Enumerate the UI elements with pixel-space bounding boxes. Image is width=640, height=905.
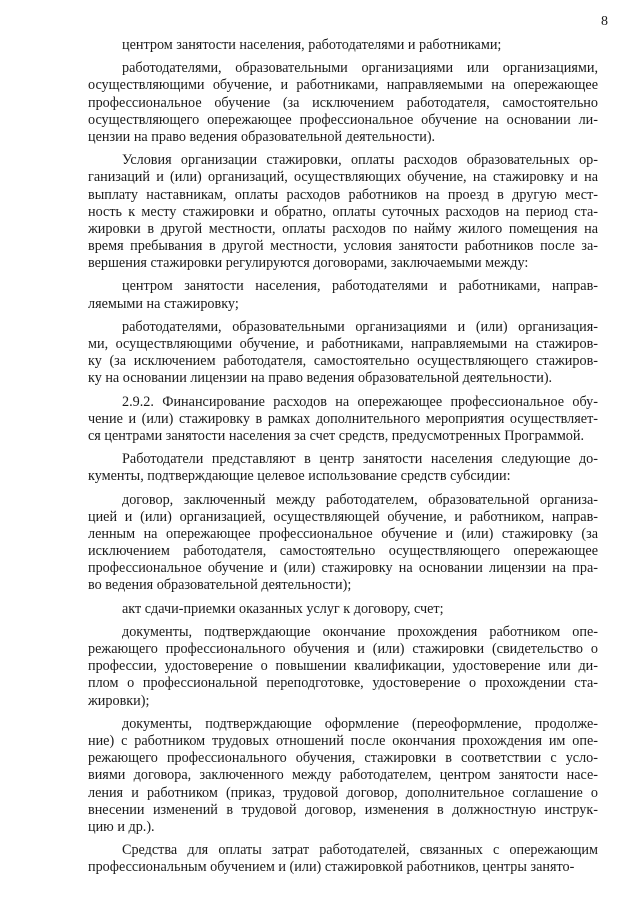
text-line: внесении изменений в трудовой договор, изменения в должностную инструк- xyxy=(88,801,598,818)
text-line: жировки в другой местности, оплаты расходов по найму жилого помещения на xyxy=(88,220,598,237)
text-line: Средства для оплаты затрат работодателей, связанных с опережающим xyxy=(122,842,598,859)
text-line: ку на основании лицензии на право ведения образовательной деятельности). xyxy=(88,370,553,387)
text-line: ганизаций и (или) организаций, осуществляющих обучение, на стажировку и на xyxy=(88,169,598,186)
text-line: чение и (или) стажировку в рамках дополнительного мероприятия осуществляет- xyxy=(88,410,598,427)
text-line: осуществляющего опережающее профессиональное обучение на основании ли- xyxy=(88,111,598,128)
text-line: кументы, подтверждающие целевое использование средств субсидии: xyxy=(88,468,511,485)
text-line: работодателями, образовательными организациями и (или) организация- xyxy=(122,318,598,335)
text-line: осуществляющими обучение, и работниками, направляемыми на опережающее xyxy=(88,77,598,94)
text-line: договор, заключенный между работодателем, образовательной организа- xyxy=(122,491,598,508)
text-line: 2.9.2. Финансирование расходов на опережающее профессиональное обу- xyxy=(122,393,598,410)
text-line: время пребывания в другой местности, условия занятости работников после за- xyxy=(88,238,598,255)
text-line: во ведения образовательной деятельности); xyxy=(88,577,352,594)
document-body xyxy=(88,37,598,876)
text-line: жировки); xyxy=(88,692,150,709)
text-line: ние) с работником трудовых отношений после окончания прохождения им опе- xyxy=(88,732,598,749)
text-line: плом о профессиональной переподготовке, удостоверение о прохождении ста- xyxy=(88,675,598,692)
text-line: профессиональным обучением и (или) стажировкой работников, центры занято- xyxy=(88,859,575,876)
paragraph xyxy=(88,451,598,485)
text-line: цензии на право ведения образовательной деятельности). xyxy=(88,128,436,145)
text-line: ность к месту стажировки и обратно, оплаты суточных расходов на период ста- xyxy=(88,203,598,220)
text-line: Условия организации стажировки, оплаты расходов образовательных ор- xyxy=(122,152,598,169)
text-line: акт сдачи-приемки оказанных услуг к договору, счет; xyxy=(122,600,444,617)
page-number: 8 xyxy=(601,14,608,29)
text-line: цию и др.). xyxy=(88,818,155,835)
paragraph xyxy=(88,716,598,836)
text-line: профессии, удостоверение о повышении квалификации, удостоверение или ди- xyxy=(88,658,598,675)
text-line: ся центрами занятости населения за счет средств, предусмотренных Программой. xyxy=(88,427,585,444)
text-line: режающего профессионального обучения, стажировки в соответствии с усло- xyxy=(88,750,598,767)
text-line: режающего профессионального обучения и (или) стажировки (свидетельство о xyxy=(88,641,598,657)
paragraph xyxy=(88,152,598,272)
text-line: Работодатели представляют в центр занятости населения следующие до- xyxy=(122,451,598,468)
paragraph xyxy=(88,394,598,446)
text-line: виями договора, заключенного между работодателем, центром занятости насе- xyxy=(88,767,598,784)
text-line: ления и работником (приказ, трудовой договор, дополнительное соглашение о xyxy=(88,784,598,801)
paragraph xyxy=(88,278,598,312)
text-line: ми, осуществляющими обучение, и работниками, направляемыми на стажиров- xyxy=(88,336,598,352)
text-line: ку (за исключением работодателя, самостоятельно осуществляющего стажиров- xyxy=(88,353,598,370)
paragraph xyxy=(88,60,598,146)
text-line: профессиональное обучение (за исключением работодателя, самостоятельно xyxy=(88,94,598,111)
text-line: документы, подтверждающие оформление (переоформление, продолже- xyxy=(122,715,598,732)
paragraph xyxy=(88,624,598,710)
text-line: вершения стажировки регулируются договорами, заключаемыми между: xyxy=(88,255,529,272)
text-line: профессиональное обучение и (или) стажировку на основании лицензии на пра- xyxy=(88,560,598,577)
text-line: ляемыми на стажировку; xyxy=(88,295,239,312)
text-line: работодателями, образовательными организациями или организациями, xyxy=(122,60,598,77)
paragraph xyxy=(88,319,598,388)
text-line: выплату наставникам, оплаты расходов работников на проезд в другую мест- xyxy=(88,186,598,203)
paragraph xyxy=(88,601,598,618)
paragraph xyxy=(88,37,598,54)
text-line: центром занятости населения, работодателями и работниками, направ- xyxy=(122,278,598,295)
text-line: документы, подтверждающие окончание прохождения работником опе- xyxy=(122,623,598,640)
text-line: центром занятости населения, работодателями и работниками; xyxy=(122,37,502,53)
text-line: ленным на опережающее профессиональное обучение и (или) стажировку (за xyxy=(88,525,598,542)
paragraph xyxy=(88,842,598,876)
text-line: цией и (или) организацией, осуществляющей обучение, и работником, направ- xyxy=(88,508,598,525)
text-line: исключением работодателя, самостоятельно осуществляющего опережающее xyxy=(88,543,598,560)
paragraph xyxy=(88,492,598,595)
